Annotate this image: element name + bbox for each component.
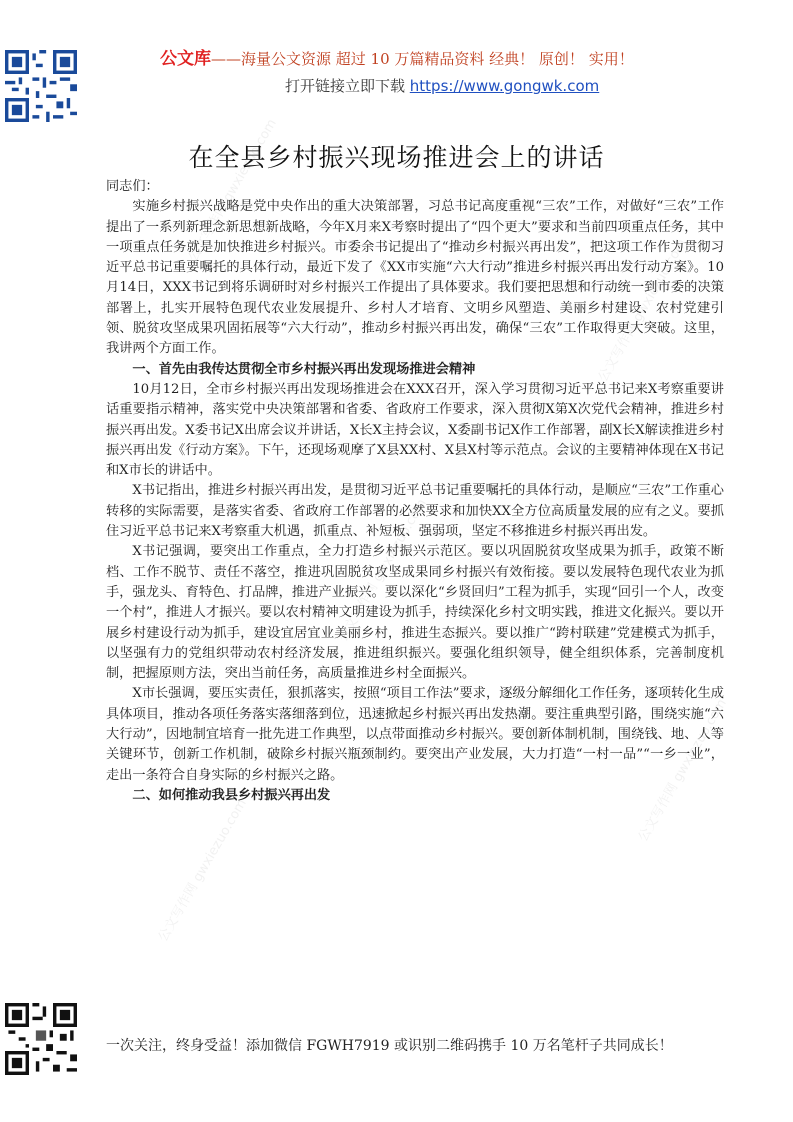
qr-code-bottom	[5, 1003, 77, 1075]
section-heading: 二、如何推动我县乡村振兴再出发	[132, 787, 331, 803]
promo-tagline: ——海量公文资源 超过 10 万篇精品资料 经典！ 原创！ 实用！	[211, 50, 634, 68]
paragraph: X市长强调，要压实责任，狠抓落实，按照“项目工作法”要求，逐级分解细化工作任务，逐项转化生成具体项目，推动各项任务落实落细落到位，迅速掀起乡村振兴再出发热潮。要注重典型引路，围绕实施“六大行动”，因地制宜培育一批先进工作典型，以点带面推动乡村振兴。要创新体制机制，围绕钱、地、人等关键环节，创新工作机制，破除乡村振兴瓶颈制约。要突出产业发展，大力打造“一村一品”“一乡一业”，走出一条符合自身实际的乡村振兴之路。	[106, 686, 724, 783]
paragraph: X书记指出，推进乡村振兴再出发，是贯彻习近平总书记重要嘱托的具体行动，是顺应“三农”工作重心转移的实际需要，是落实省委、省政府工作部署的必然要求和加快XX全方位高质量发展的应有之义。要抓住习近平总书记来X考察重大机遇，抓重点、补短板、强弱项，坚定不移推进乡村振兴再出发。	[106, 483, 724, 540]
paragraph: 10月12日，全市乡村振兴再出发现场推进会在XXX召开，深入学习贯彻习近平总书记来X考察重要讲话重要指示精神，落实党中央决策部署和省委、省政府工作要求，深入贯彻X第X次党代会精神，推进乡村振兴再出发。X委书记X出席会议并讲话，X长X主持会议，X委副书记X作工作部署，副X长X解读推进乡村振兴再出发《行动方案》。下午，还现场观摩了X县XX村、X县X村等示范点。会议的主要精神体现在X书记和X市长的讲话中。	[106, 381, 724, 479]
watermark: 公文写作网 gwxiezuo.com	[335, 496, 430, 645]
document-body	[106, 177, 724, 806]
qr-code-icon	[5, 1003, 77, 1075]
download-link[interactable]: https://www.gongwk.com	[409, 77, 600, 95]
watermark: 公文写作网 gwxiezuo.com	[595, 236, 690, 385]
promo-line	[160, 48, 634, 70]
salutation: 同志们：	[106, 179, 159, 194]
document-title: 在全县乡村振兴现场推进会上的讲话	[188, 143, 605, 172]
brand-name: 公文库	[160, 49, 211, 69]
watermark: 公文写作网 gwxiezuo.com	[155, 796, 250, 945]
footer-note: 一次关注，终身受益！添加微信 FGWH7919 或识别二维码携手 10 万名笔杆子共同成长！	[106, 1038, 673, 1054]
watermark: 公文写作网 gwxiezuo.com	[635, 696, 730, 845]
section-heading: 一、首先由我传达贯彻全市乡村振兴再出发现场推进会精神	[132, 361, 476, 377]
paragraph: X书记强调，要突出工作重点，全力打造乡村振兴示范区。要以巩固脱贫攻坚成果为抓手，政策不断档、工作不脱节、责任不落空，推进巩固脱贫攻坚成果同乡村振兴有效衔接。要以发展特色现代农业为抓手，强龙头、育特色、打品牌，推进产业振兴。要以深化“乡贤回归”工程为抓手，实现“回引一个人，改变一个村”，推进人才振兴。要以农村精神文明建设为抓手，持续深化乡村文明实践，推进文化振兴。要以开展乡村建设行动为抓手，建设宜居宜业美丽乡村，推进生态振兴。要以推广“跨村联建”党建模式为抓手，以坚强有力的党组织带动农村经济发展，推进组织振兴。要强化组织领导，健全组织体系，完善制度机制，把握原则方法，突出当前任务，高质量推进乡村全面振兴。	[106, 544, 724, 682]
download-prefix: 打开链接立即下载	[285, 77, 410, 95]
watermark: 公文写作网 gwxiezuo.com	[185, 116, 280, 265]
download-line	[285, 75, 599, 97]
promo-header	[0, 48, 793, 100]
paragraph: 实施乡村振兴战略是党中央作出的重大决策部署，习总书记高度重视“三农”工作，对做好“三农”工作提出了一系列新理念新思想新战略，今年X月来X考察时提出了“四个更大”要求和当前四项重点任务，其中一项重点任务就是加快推进乡村振兴。市委余书记提出了“推动乡村振兴再出发”，把这项工作作为贯彻习近平总书记重要嘱托的具体行动，最近下发了《XX市实施“六大行动”推进乡村振兴再出发行动方案》。10月14日，XXX书记到将乐调研时对乡村振兴工作提出了具体要求。我们要把思想和行动统一到市委的决策部署上，扎实开展特色现代农业发展提升、乡村人才培育、文明乡风塑造、美丽乡村建设、农村党建引领、脱贫攻坚成果巩固拓展等“六大行动”，推动乡村振兴再出发，确保“三农”工作取得更大突破。这里，我讲两个方面工作。	[106, 199, 724, 357]
